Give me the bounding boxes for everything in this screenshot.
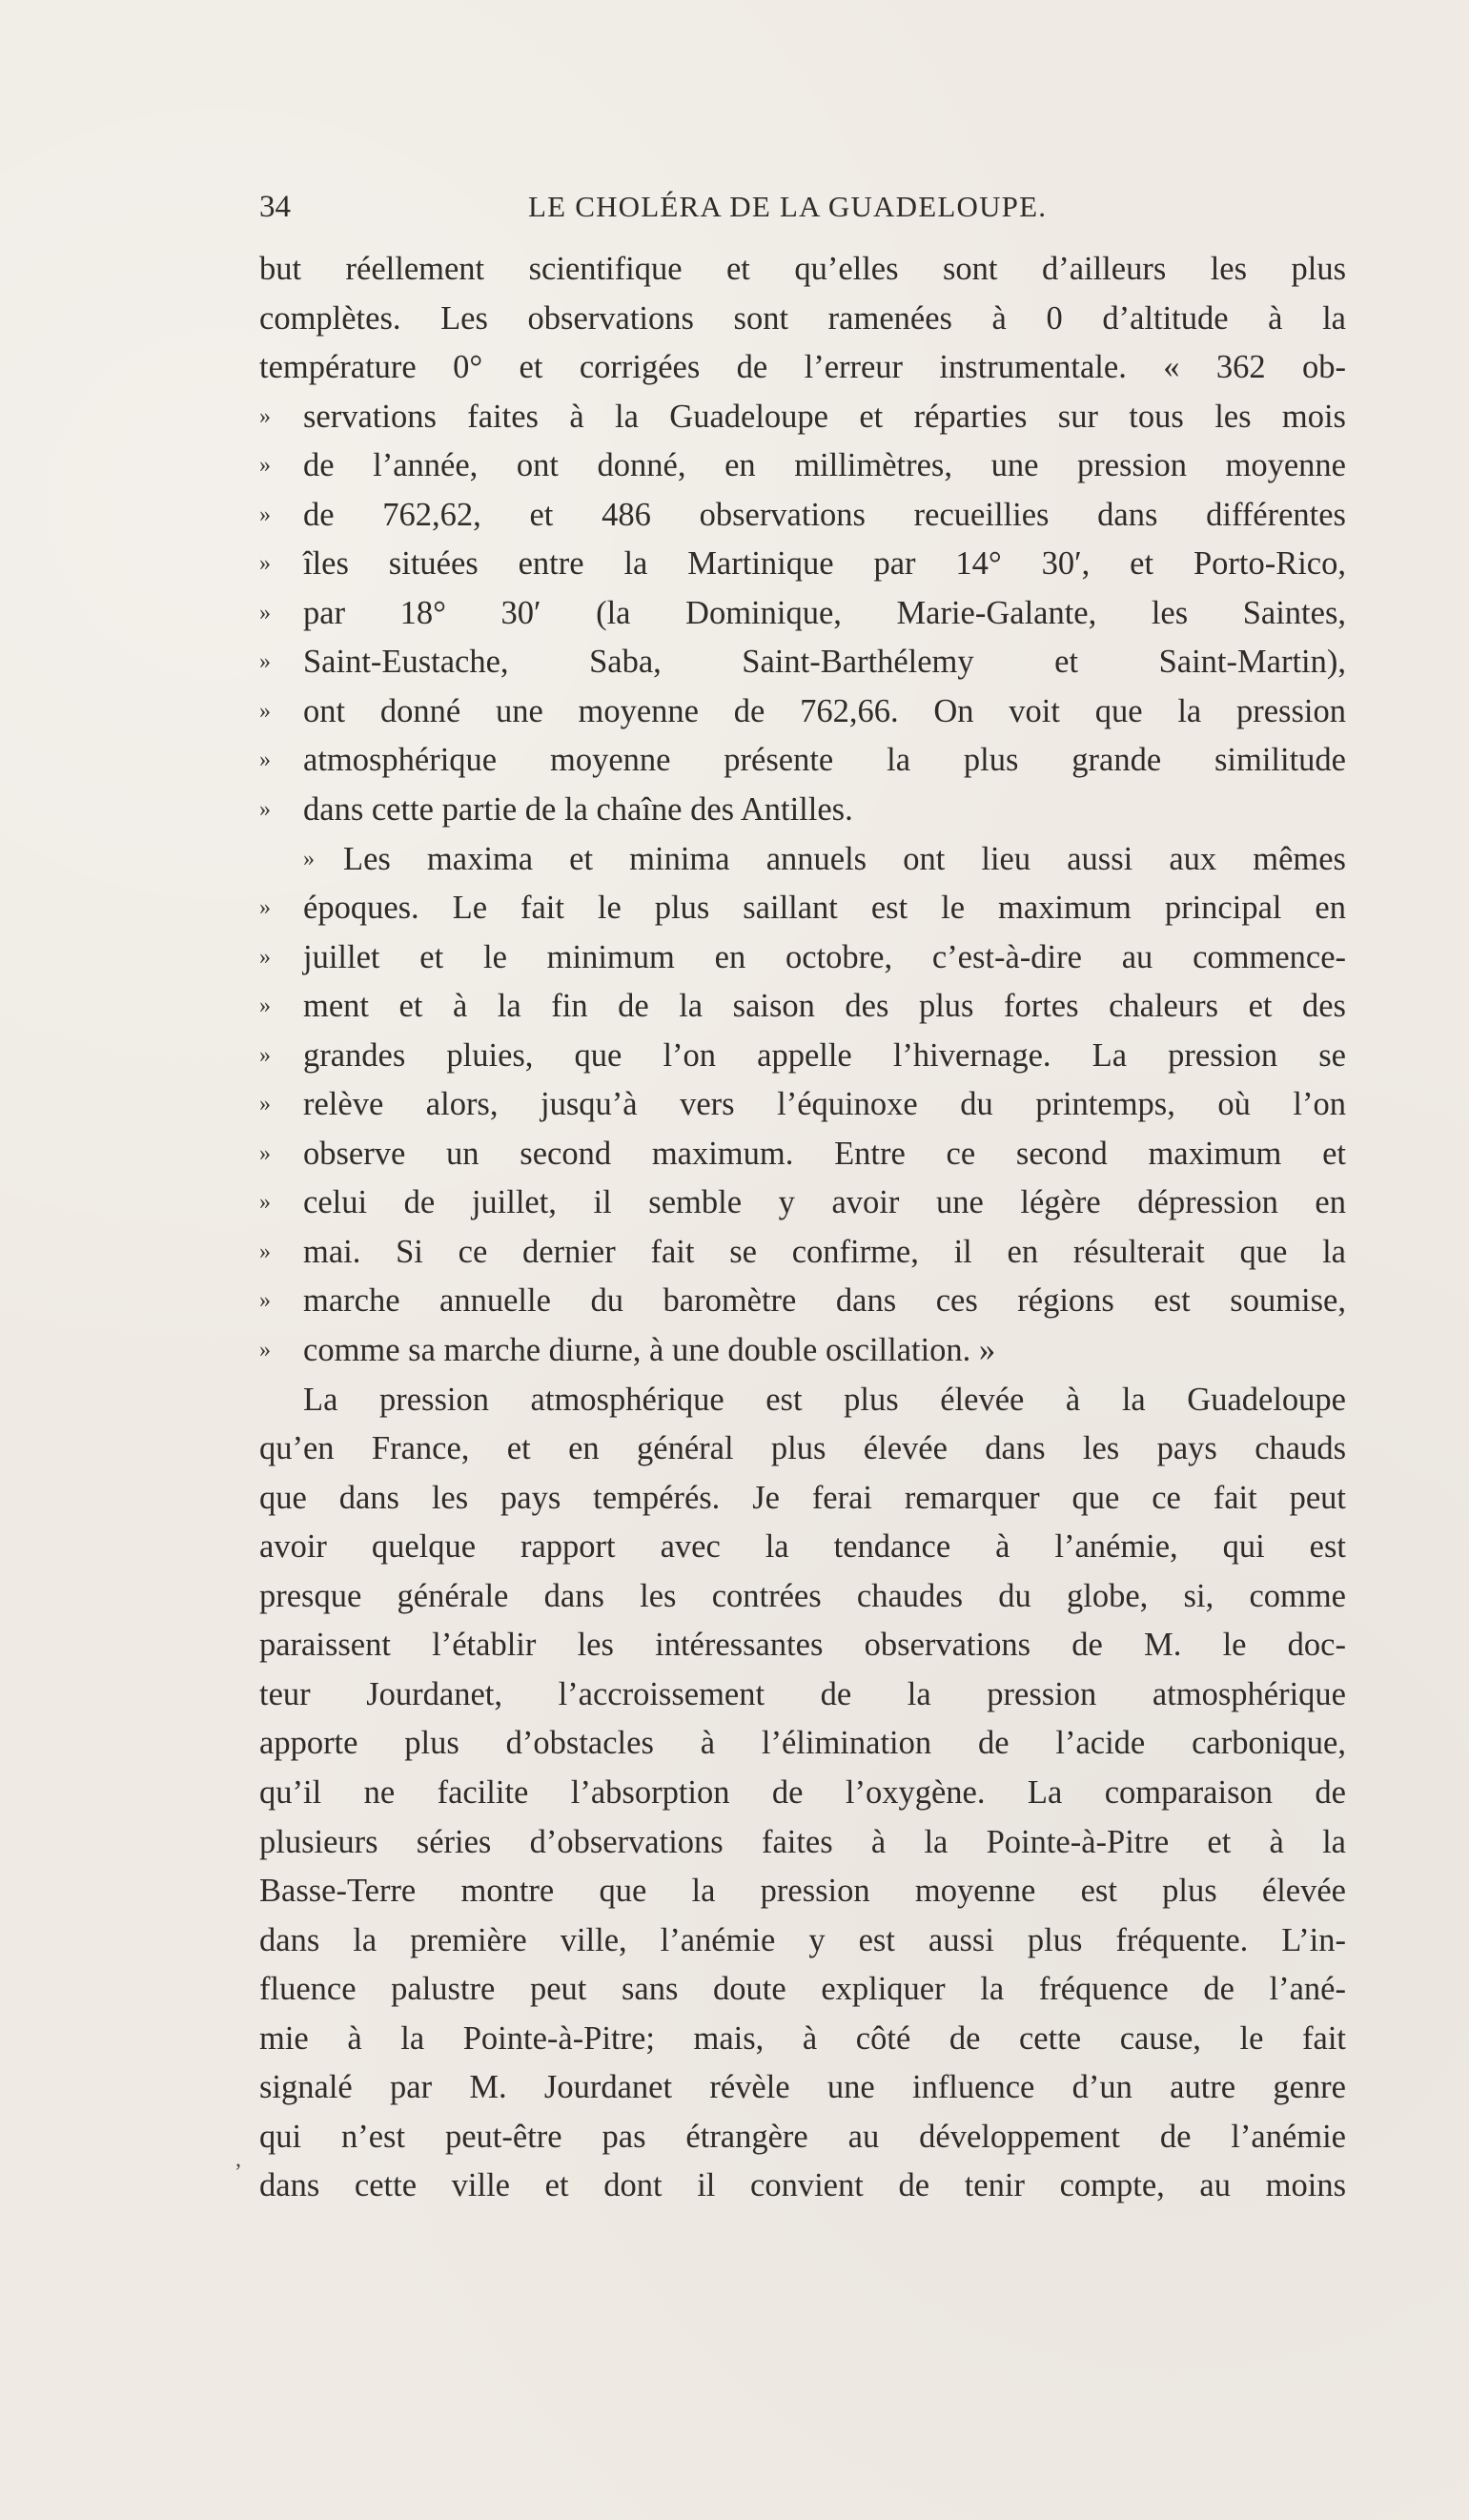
text-line	[259, 295, 1346, 344]
quoted-text-line	[259, 1178, 1346, 1228]
quote-marker: »	[259, 994, 271, 1019]
line-text: atmosphérique moyenne présente la plus grande similitude	[303, 742, 1346, 779]
line-text: celui de juillet, il semble y avoir une légère dépression en	[303, 1184, 1346, 1221]
line-text: apporte plus d’obstacles à l’élimination de l’acide carbonique,	[259, 1725, 1346, 1762]
quote-marker: »	[303, 846, 315, 871]
quoted-text-line	[259, 736, 1346, 786]
line-text: marche annuelle du baromètre dans ces régions est soumise,	[303, 1282, 1346, 1320]
quote-marker: »	[259, 1092, 271, 1117]
line-text: plusieurs séries d’observations faites à la Pointe-à-Pitre et à la	[259, 1823, 1346, 1860]
line-text: complètes. Les observations sont ramenées à 0 d’altitude à la	[259, 299, 1346, 337]
quoted-text-line	[259, 393, 1346, 442]
quoted-text-line	[259, 540, 1346, 589]
quote-marker: »	[259, 895, 271, 921]
page-number: 34	[259, 190, 291, 224]
quote-marker: »	[259, 1042, 271, 1068]
quoted-text-line	[259, 638, 1346, 687]
line-text: îles situées entre la Martinique par 14° 30′, et Porto-Rico,	[303, 545, 1346, 583]
text-line	[259, 1867, 1346, 1916]
quote-marker: »	[259, 600, 271, 625]
line-text: presque générale dans les contrées chaudes du globe, si, comme	[259, 1577, 1346, 1614]
quoted-text-line	[259, 441, 1346, 491]
quoted-text-line	[259, 933, 1346, 983]
quote-marker: »	[259, 502, 271, 527]
quoted-text-line	[259, 687, 1346, 737]
quoted-text-line	[259, 982, 1346, 1032]
quote-marker: »	[259, 1288, 271, 1314]
body-text	[259, 245, 1346, 2211]
line-text: fluence palustre peut sans doute expliquer la fréquence de l’ané-	[259, 1971, 1346, 2008]
quote-marker: »	[259, 649, 271, 675]
line-text: température 0° et corrigées de l’erreur instrumentale. « 362 ob-	[259, 349, 1346, 386]
quoted-text-line	[259, 1326, 1346, 1376]
text-line	[259, 1719, 1346, 1769]
text-line	[259, 1818, 1346, 1868]
text-line	[259, 1523, 1346, 1572]
quoted-text-line	[259, 1080, 1346, 1130]
line-text: de 762,62, et 486 observations recueillies dans différentes	[303, 496, 1346, 533]
text-line	[259, 1572, 1346, 1622]
quote-marker: »	[259, 1239, 271, 1264]
text-line	[259, 1424, 1346, 1474]
quote-marker: »	[259, 403, 271, 429]
running-title: LE CHOLÉRA DE LA GUADELOUPE.	[528, 190, 1048, 223]
quote-marker: »	[259, 748, 271, 773]
text-line	[259, 1670, 1346, 1720]
line-text: observe un second maximum. Entre ce second maximum et	[303, 1135, 1346, 1172]
text-line	[259, 2063, 1346, 2113]
line-text: par 18° 30′ (la Dominique, Marie-Galante, les Saintes,	[303, 594, 1346, 631]
text-line	[259, 1474, 1346, 1524]
quoted-text-line	[259, 884, 1346, 933]
text-line	[259, 2161, 1346, 2211]
quote-marker: »	[259, 1140, 271, 1166]
quoted-text-line	[259, 1277, 1346, 1326]
text-line	[259, 1916, 1346, 1966]
line-text: ont donné une moyenne de 762,66. On voit que la pression	[303, 692, 1346, 729]
stray-comma-mark: ,	[235, 2147, 241, 2172]
line-text: relève alors, jusqu’à vers l’équinoxe du printemps, où l’on	[303, 1086, 1346, 1123]
line-text: qu’en France, et en général plus élevée dans les pays chauds	[259, 1430, 1346, 1467]
text-line	[259, 343, 1346, 393]
line-text: époques. Le fait le plus saillant est le maximum principal en	[303, 890, 1346, 927]
quote-marker: »	[259, 551, 271, 577]
line-text: comme sa marche diurne, à une double oscillation. »	[303, 1332, 996, 1369]
line-text: paraissent l’établir les intéressantes observations de M. le doc-	[259, 1627, 1346, 1664]
quote-marker: »	[259, 453, 271, 479]
line-text: Basse-Terre montre que la pression moyenne est plus élevée	[259, 1873, 1346, 1910]
text-line	[259, 1769, 1346, 1818]
line-text: grandes pluies, que l’on appelle l’hivernage. La pression se	[303, 1036, 1346, 1074]
line-text: teur Jourdanet, l’accroissement de la pression atmosphérique	[259, 1675, 1346, 1712]
quote-marker: »	[259, 944, 271, 970]
line-text: avoir quelque rapport avec la tendance à l’anémie, qui est	[259, 1528, 1346, 1566]
quote-marker: »	[259, 698, 271, 724]
quote-marker: »	[259, 1190, 271, 1216]
quote-marker: »	[259, 1338, 271, 1363]
text-line	[259, 2113, 1346, 2162]
line-text: qu’il ne facilite l’absorption de l’oxygène. La comparaison de	[259, 1773, 1346, 1811]
line-text: Saint-Eustache, Saba, Saint-Barthélemy et Saint-Martin),	[303, 644, 1346, 681]
line-text: qui n’est peut-être pas étrangère au développement de l’anémie	[259, 2118, 1346, 2155]
line-text: dans cette partie de la chaîne des Antilles.	[303, 791, 853, 829]
line-text: dans cette ville et dont il convient de tenir compte, au moins	[259, 2167, 1346, 2204]
line-text: Les maxima et minima annuels ont lieu aussi aux mêmes	[343, 840, 1346, 877]
line-text: juillet et le minimum en octobre, c’est-à-dire au commence-	[303, 938, 1346, 975]
line-text: ment et à la fin de la saison des plus fortes chaleurs et des	[303, 988, 1346, 1025]
quoted-text-line	[259, 786, 1346, 835]
line-text: La pression atmosphérique est plus élevée à la Guadeloupe	[303, 1381, 1346, 1418]
text-line	[259, 2015, 1346, 2064]
quote-marker: »	[259, 797, 271, 823]
text-line	[259, 245, 1346, 295]
line-text: servations faites à la Guadeloupe et réparties sur tous les mois	[303, 398, 1346, 435]
text-line	[259, 1965, 1346, 2015]
text-line	[259, 1621, 1346, 1670]
line-text: que dans les pays tempérés. Je ferai remarquer que ce fait peut	[259, 1479, 1346, 1516]
quoted-paragraph-start	[259, 835, 1346, 885]
line-text: but réellement scientifique et qu’elles sont d’ailleurs les plus	[259, 251, 1346, 287]
quoted-text-line	[259, 491, 1346, 541]
line-text: de l’année, ont donné, en millimètres, une pression moyenne	[303, 447, 1346, 484]
quoted-text-line	[259, 589, 1346, 639]
paragraph-start-line	[259, 1376, 1346, 1425]
running-header	[259, 188, 1346, 226]
quoted-text-line	[259, 1130, 1346, 1179]
line-text: mie à la Pointe-à-Pitre; mais, à côté de cette cause, le fait	[259, 2019, 1346, 2057]
line-text: signalé par M. Jourdanet révèle une influence d’un autre genre	[259, 2069, 1346, 2106]
line-text: mai. Si ce dernier fait se confirme, il en résulterait que la	[303, 1233, 1346, 1270]
quoted-text-line	[259, 1032, 1346, 1081]
line-text: dans la première ville, l’anémie y est aussi plus fréquente. L’in-	[259, 1921, 1346, 1958]
quoted-text-line	[259, 1228, 1346, 1278]
